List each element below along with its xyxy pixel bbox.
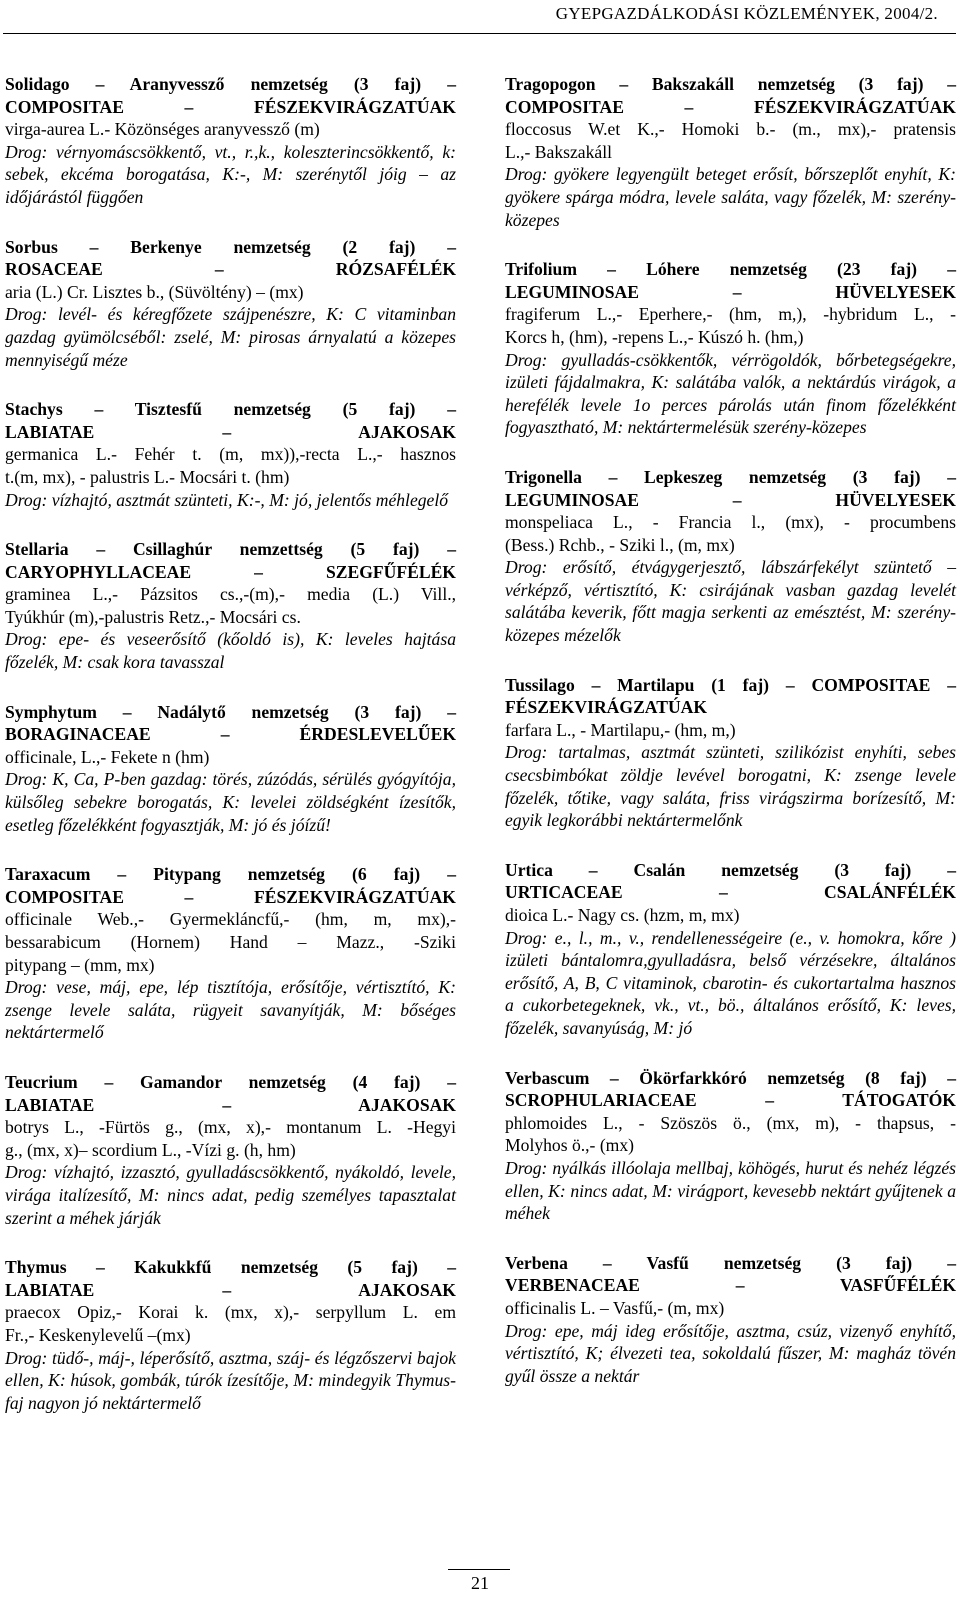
genus-entry (5, 538, 456, 674)
species-line: Fr.,- Keskenylevelű –(mx) (5, 1324, 191, 1345)
family-name: SCROPHULARIACEAE – TÁTOGATÓK (505, 1090, 956, 1111)
drog-description: Drog: gyulladás-csökkentők, vérrögoldók, bőrbetegségekre, izületi fájdalmakra, K: salátába valók, a nektárdús virágok, a herefélék levele 1o perces párolás után finom főzelékként fogyasztható, M: nektártermelésük szerény-közepes (505, 349, 956, 438)
species-line: graminea L.,- Pázsitos cs.,-(m),- media (L.) Vill., (5, 584, 456, 605)
drog-description: Drog: gyökere legyengült beteget erősít, bőrszeplőt enyhít, K: gyökere spárga módra, levele saláta, vagy főzelék, M: szerény-közepes (505, 164, 956, 230)
family-name: LABIATAE – AJAKOSAK (5, 1094, 456, 1115)
genus-entry (505, 73, 956, 231)
genus-heading: Trigonella – Lepkeszeg nemzetség (3 faj) – (505, 466, 956, 487)
genus-entry (505, 466, 956, 647)
family-name: URTICACEAE – CSALÁNFÉLÉK (505, 882, 956, 903)
family-name: LEGUMINOSAE – HÜVELYESEK (505, 281, 956, 302)
drog-description: Drog: tartalmas, asztmát szünteti, szilikózist enyhíti, sebes csecsbimbókat zöldje levével borogatni, K: zsenge levele főzelék, tőtike, vagy saláta, friss virágszirma borízesítő, M: egyik legkorábbi nektártermelőnk (505, 742, 956, 831)
right-column (505, 73, 956, 1414)
species-line: officinale Web.,- Gyermekláncfű,- (hm, m, mx),- (5, 909, 456, 930)
species-line: botrys L., -Fürtös g., (mx, x),- montanum L. -Hegyi (5, 1117, 456, 1138)
species-line: officinalis L. – Vasfű,- (m, mx) (505, 1297, 725, 1318)
genus-heading: Sorbus – Berkenye nemzetség (2 faj) – (5, 236, 456, 257)
genus-entry (505, 258, 956, 439)
drog-description: Drog: vese, máj, epe, lép tisztítója, erősítője, vértisztító, K: zsenge levele saláta, rügyeit savanyítják, M: bőséges nektártermelő (5, 977, 456, 1043)
drog-description: Drog: tüdő-, máj-, léperősítő, asztma, száj- és légzőszervi bajok ellen, K: húsok, gombák, túrók ízesítője, M: mindegyik Thymus-faj nagyon jó nektártermelő (5, 1347, 456, 1413)
species-line: germanica L.- Fehér t. (m, mx)),-recta L.,- hasznos (5, 444, 456, 465)
genus-entry (5, 398, 456, 511)
species-line: Tyúkhúr (m),-palustris Retz.,- Mocsári cs. (5, 606, 301, 627)
family-name: COMPOSITAE – FÉSZEKVIRÁGZATÚAK (5, 96, 456, 117)
genus-entry (5, 1256, 456, 1414)
genus-entry (505, 1067, 956, 1225)
species-line: pitypang – (mm, mx) (5, 954, 155, 975)
genus-heading: Tragopogon – Bakszakáll nemzetség (3 faj) – (505, 74, 956, 94)
genus-entry (5, 236, 456, 372)
genus-heading: Symphytum – Nadálytő nemzetség (3 faj) – (5, 701, 456, 722)
genus-entry (5, 1071, 456, 1229)
species-line: g., (mx, x)– scordium L., -Vízi g. (h, hm) (5, 1139, 296, 1160)
genus-entry (5, 701, 456, 837)
family-name: LEGUMINOSAE – HÜVELYESEK (505, 489, 956, 510)
header-rule (3, 33, 956, 34)
drog-description: Drog: vérnyomáscsökkentő, vt., r.,k., koleszterincsökkentő, k: sebek, ekcéma borogatása, K:-, M: szerénytől jóig – az időjárástól függően (5, 141, 456, 207)
genus-entry (5, 73, 456, 209)
family-name: ROSACEAE – RÓZSAFÉLÉK (5, 259, 456, 280)
left-column (5, 73, 456, 1441)
species-line: monspeliaca L., - Francia l., (mx), - procumbens (505, 512, 956, 533)
drog-description: Drog: vízhajtó, izzasztó, gyulladáscsökkentő, nyákoldó, levele, virága italízesítő, M: nincs adat, pedig személyes tapasztalat szerint a méhek járják (5, 1162, 456, 1228)
family-name: BORAGINACEAE – ÉRDESLEVELŰEK (5, 724, 456, 745)
genus-heading: Trifolium – Lóhere nemzetség (23 faj) – (505, 259, 956, 280)
family-name: VERBENACEAE – VASFŰFÉLÉK (505, 1275, 956, 1296)
species-line: bessarabicum (Hornem) Hand – Mazz., -Sziki (5, 932, 456, 952)
drog-description: Drog: epe, máj ideg erősítője, asztma, csúz, vizenyő enyhítő, vértisztító, K; élvezeti tea, sokoldalú fűszer, M: magház tövén gyűl össze a nektár (505, 1320, 956, 1386)
genus-heading: Verbena – Vasfű nemzetség (3 faj) – (505, 1252, 956, 1273)
family-name: LABIATAE – AJAKOSAK (5, 421, 456, 442)
genus-heading: Taraxacum – Pitypang nemzetség (6 faj) – (5, 864, 456, 885)
species-line: phlomoides L., - Szöszös ö., (mx, m), - thapsus, - (505, 1112, 956, 1133)
page-number: 21 (471, 1573, 489, 1593)
page-number-rule (448, 1569, 510, 1570)
species-line: (Bess.) Rchb., - Sziki l., (m, mx) (505, 534, 735, 555)
species-line: L.,- Bakszakáll (505, 141, 612, 162)
genus-heading: Verbascum – Ökörfarkkóró nemzetség (8 faj) – (505, 1067, 956, 1088)
drog-description: Drog: levél- és kéregfőzete szájpenészre, K: C vitaminban gazdag gyümölcséből: zselé, M: pirosas árnyalatú a közepes mennyiségű méze (5, 304, 456, 370)
species-line: virga-aurea L.- Közönséges aranyvessző (m) (5, 119, 320, 140)
species-line: dioica L.- Nagy cs. (hzm, m, mx) (505, 905, 740, 925)
genus-entry (505, 674, 956, 832)
drog-description: Drog: K, Ca, P-ben gazdag: törés, zúzódás, sérülés gyógyítója, külsőleg sebekre borogatás, K: levelei zöldségként ízesítők, esetleg főzelékként fogyasztják, M: jó és jóízű! (5, 769, 456, 835)
genus-entry (505, 859, 956, 1040)
species-line: floccosus W.et K.,- Homoki b.- (m., mx),- pratensis (505, 119, 956, 140)
genus-entry (5, 863, 456, 1044)
family-name: FÉSZEKVIRÁGZATÚAK (505, 697, 708, 718)
species-line: aria (L.) Cr. Lisztes b., (Süvöltény) – (mx) (5, 281, 304, 302)
genus-heading: Stachys – Tisztesfű nemzetség (5 faj) – (5, 399, 456, 420)
species-line: Korcs h, (hm), -repens L.,- Kúszó h. (hm,) (505, 326, 804, 347)
drog-description: Drog: epe- és veseerősítő (kőoldó is), K: leveles hajtása főzelék, M: csak kora tavasszal (5, 629, 456, 673)
species-line: praecox Opiz,- Korai k. (mx, x),- serpyllum L. em (5, 1302, 456, 1323)
genus-heading: Stellaria – Csillaghúr nemzettség (5 faj) – (5, 539, 456, 560)
drog-description: Drog: e., l., m., v., rendellenességeire (e., v. homokra, kőre ) izületi bántalomra,gyulladásra, belső vérzésekre, általános erősítő, A, B, C vitaminok, cbarotin- és cukortartalma hasznos a cukorbetegeknek, vk., vt., bö., általános erősítő, K: leves, főzelék, savanyúság, M: jó (505, 927, 956, 1038)
running-title: GYEPGAZDÁLKODÁSI KÖZLEMÉNYEK, 2004/2. (555, 4, 938, 23)
species-line: Molyhos ö.,- (mx) (505, 1135, 635, 1156)
genus-heading: Tussilago – Martilapu (1 faj) – COMPOSITAE – (505, 674, 956, 695)
drog-description: Drog: vízhajtó, asztmát szünteti, K:-, M: jó, jelentős méhlegelő (5, 489, 449, 510)
drog-description: Drog: erősítő, étvágygerjesztő, lábszárfekélyt szüntető – vérképző, vértisztító, K: csirájának vasban gazdag levelét salátába keverik, főtt magja serkenti az emésztést, M: szerény-közepes mézelők (505, 557, 956, 646)
family-name: COMPOSITAE – FÉSZEKVIRÁGZATÚAK (5, 886, 456, 907)
species-line: fragiferum L.,- Eperhere,- (hm, m,), -hybridum L., - (505, 304, 956, 325)
family-name: COMPOSITAE – FÉSZEKVIRÁGZATÚAK (505, 96, 956, 117)
species-line: officinale, L.,- Fekete n (hm) (5, 746, 210, 767)
genus-heading: Solidago – Aranyvessző nemzetség (3 faj) – (5, 74, 456, 94)
species-line: farfara L., - Martilapu,- (hm, m,) (505, 719, 736, 740)
genus-heading: Teucrium – Gamandor nemzetség (4 faj) – (5, 1071, 456, 1092)
family-name: LABIATAE – AJAKOSAK (5, 1279, 456, 1300)
genus-entry (505, 1252, 956, 1388)
genus-heading: Urtica – Csalán nemzetség (3 faj) – (505, 859, 956, 880)
family-name: CARYOPHYLLACEAE – SZEGFŰFÉLÉK (5, 561, 456, 582)
drog-description: Drog: nyálkás illóolaja mellbaj, köhögés, hurut és nehéz légzés ellen, K: nincs adat, M: virágport, kevesebb nektárt gyűjtenek a méhek (505, 1157, 956, 1224)
species-line: t.(m, mx), - palustris L.- Mocsári t. (hm) (5, 466, 290, 487)
genus-heading: Thymus – Kakukkfű nemzetség (5 faj) – (5, 1257, 456, 1278)
